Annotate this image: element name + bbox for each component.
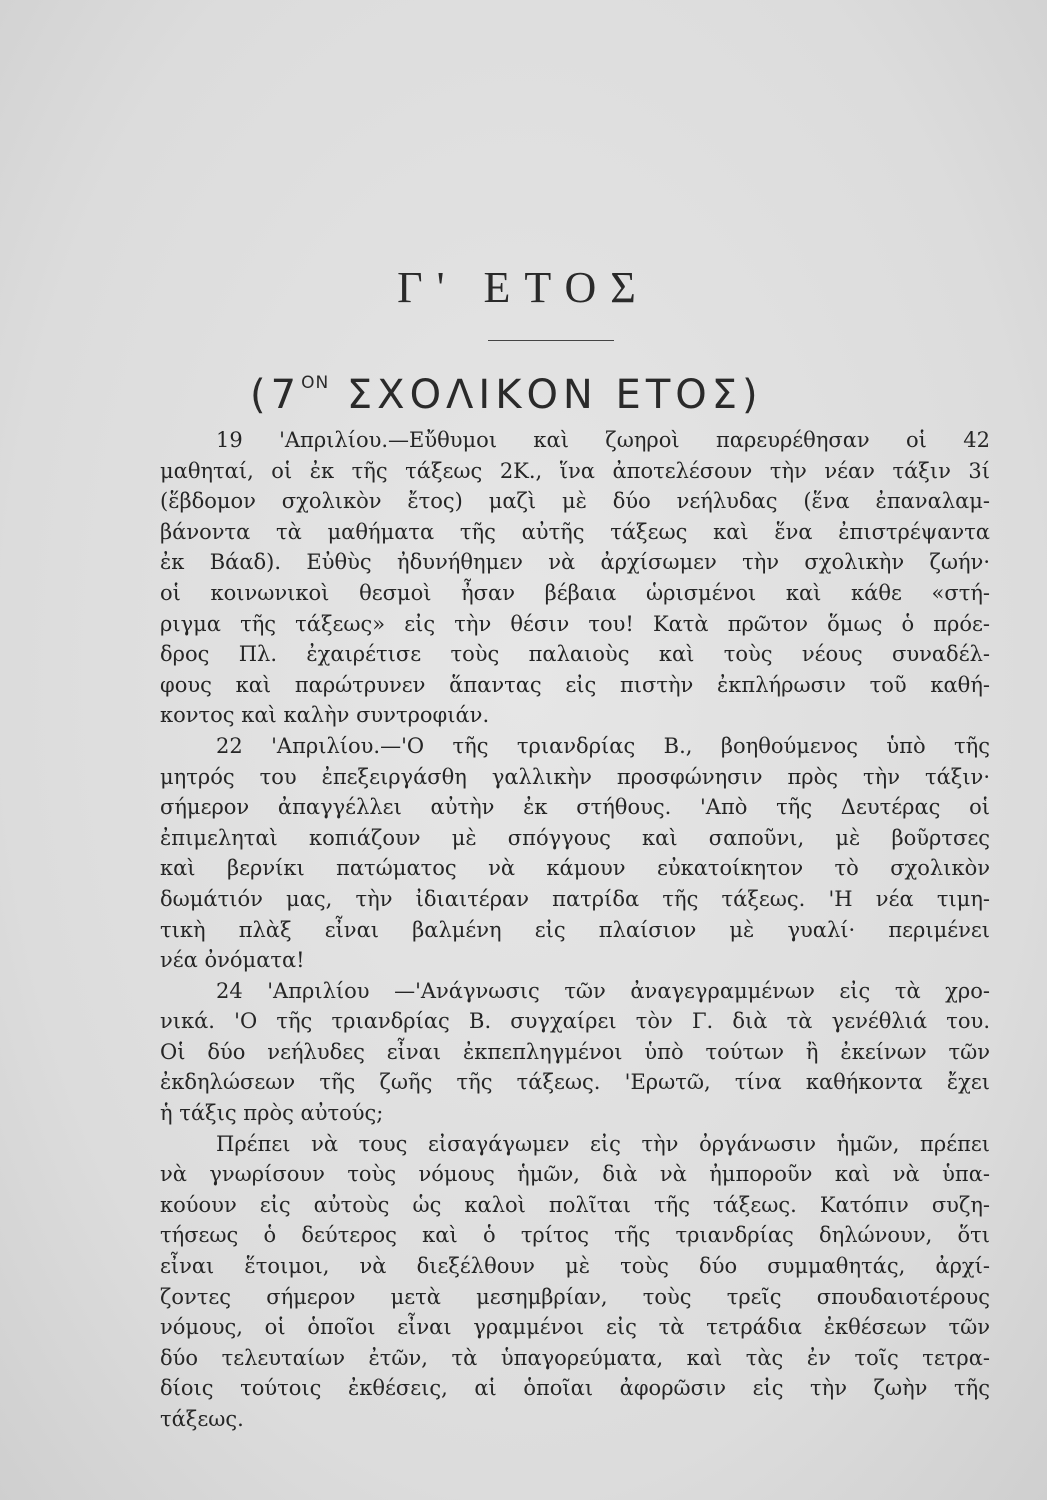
text-line: Οἱ δύο νεήλυδες εἶναι ἐκπεπληγμένοι ὑπὸ τούτων ἢ ἐκείνων τῶν [160,1039,990,1064]
subtitle-text: ΣΧΟΛΙΚΟΝ ΕΤΟΣ) [329,372,763,418]
text-line: σήμερον ἀπαγγέλλει αὐτὴν ἐκ στήθους. 'Απὸ τῆς Δευτέρας οἱ [160,795,990,820]
text-line: δωμάτιόν μας, τὴν ἰδιαιτέραν πατρίδα τῆς τάξεως. 'Η νέα τιμη- [160,886,990,911]
text-line: φους καὶ παρώτρυνεν ἅπαντας εἰς πιστὴν ἐκπλήρωσιν τοῦ καθή- [160,672,990,697]
text-line: ἐκδηλώσεων τῆς ζωῆς τῆς τάξεως. 'Ερωτῶ, τίνα καθήκοντα ἔχει [160,1070,990,1095]
text-line: ἡ τάξις πρὸς αὐτούς; [160,1101,384,1126]
text-line: 19 'Απριλίου.—Εὔθυμοι καὶ ζωηροὶ παρευρέθησαν οἱ 42 [216,428,990,452]
text-line: ἐπιμεληταὶ κοπιάζουν μὲ σπόγγους καὶ σαποῦνι, μὲ βοῦρτσες [160,825,990,850]
title-divider [488,340,614,341]
text-line: Πρέπει νὰ τους εἰσαγάγωμεν εἰς τὴν ὀργάνωσιν ἡμῶν, πρέπει [216,1131,990,1156]
body-text [160,425,990,1435]
subtitle-prefix: (7 [250,372,302,418]
text-line: 22 'Απριλίου.—'Ο τῆς τριανδρίας Β., βοηθούμενος ὑπὸ τῆς [216,733,990,758]
text-line: καὶ βερνίκι πατώματος νὰ κάμουν εὐκατοίκητον τὸ σχολικὸν [160,856,990,881]
text-line: μαθηταί, οἱ ἐκ τῆς τάξεως 2Κ., ἵνα ἀποτελέσουν τὴν νέαν τάξιν 3ί [160,458,990,483]
text-line: βάνοντα τὰ μαθήματα τῆς αὐτῆς τάξεως καὶ ἕνα ἐπιστρέψαντα [160,519,990,544]
subtitle-superscript: ON [301,373,330,393]
text-line: 24 'Απριλίου —'Ανάγνωσις τῶν ἀναγεγραμμένων εἰς τὰ χρο- [216,978,990,1003]
text-line: ἐκ Βάαδ). Εὐθὺς ἠδυνήθημεν νὰ ἀρχίσωμεν τὴν σχολικὴν ζωήν· [160,550,990,575]
text-line: οἱ κοινωνικοὶ θεσμοὶ ἦσαν βέβαια ὡρισμένοι καὶ κάθε «στή- [160,580,990,605]
text-line: νικά. 'Ο τῆς τριανδρίας Β. συγχαίρει τὸν Γ. διὰ τὰ γενέθλιά του. [160,1009,990,1034]
page-subtitle [250,372,890,418]
text-line: κοντος καὶ καλὴν συντροφιάν. [160,703,490,728]
text-line: δίοις τούτοις ἐκθέσεις, αἱ ὁποῖαι ἀφορῶσιν εἰς τὴν ζωὴν τῆς [160,1376,990,1401]
text-line: (ἕβδομον σχολικὸν ἔτος) μαζὶ μὲ δύο νεήλυδας (ἕνα ἐπαναλαμ- [160,489,990,514]
text-line: νέα ὀνόματα! [160,948,305,973]
text-line: τήσεως ὁ δεύτερος καὶ ὁ τρίτος τῆς τριανδρίας δηλώνουν, ὅτι [160,1223,990,1248]
text-line: ριγμα τῆς τάξεως» εἰς τὴν θέσιν του! Κατὰ πρῶτον ὅμως ὁ πρόε- [160,611,990,636]
text-line: δρος Πλ. ἐχαιρέτισε τοὺς παλαιοὺς καὶ τοὺς νέους συναδέλ- [160,642,990,667]
text-line: ζοντες σήμερον μετὰ μεσημβρίαν, τοὺς τρεῖς σπουδαιοτέρους [160,1284,990,1309]
text-line: νόμους, οἱ ὁποῖοι εἶναι γραμμένοι εἰς τὰ τετράδια ἐκθέσεων τῶν [160,1315,990,1340]
text-line: δύο τελευταίων ἐτῶν, τὰ ὑπαγορεύματα, καὶ τὰς ἐν τοῖς τετρα- [160,1345,990,1370]
text-line: νὰ γνωρίσουν τοὺς νόμους ἡμῶν, διὰ νὰ ἠμποροῦν καὶ νὰ ὑπα- [160,1162,990,1187]
text-line: εἶναι ἕτοιμοι, νὰ διεξέλθουν μὲ τοὺς δύο συμμαθητάς, ἀρχί- [160,1254,990,1279]
page-title: Γ' ΕΤΟΣ [397,263,650,312]
text-line: μητρός του ἐπεξειργάσθη γαλλικὴν προσφώνησιν πρὸς τὴν τάξιν· [160,764,990,789]
text-line: κούουν εἰς αὐτοὺς ὡς καλοὶ πολῖται τῆς τάξεως. Κατόπιν συζη- [160,1192,990,1217]
text-line: τικὴ πλὰξ εἶναι βαλμένη εἰς πλαίσιον μὲ γυαλί· περιμένει [160,917,990,942]
text-line: τάξεως. [160,1407,244,1431]
